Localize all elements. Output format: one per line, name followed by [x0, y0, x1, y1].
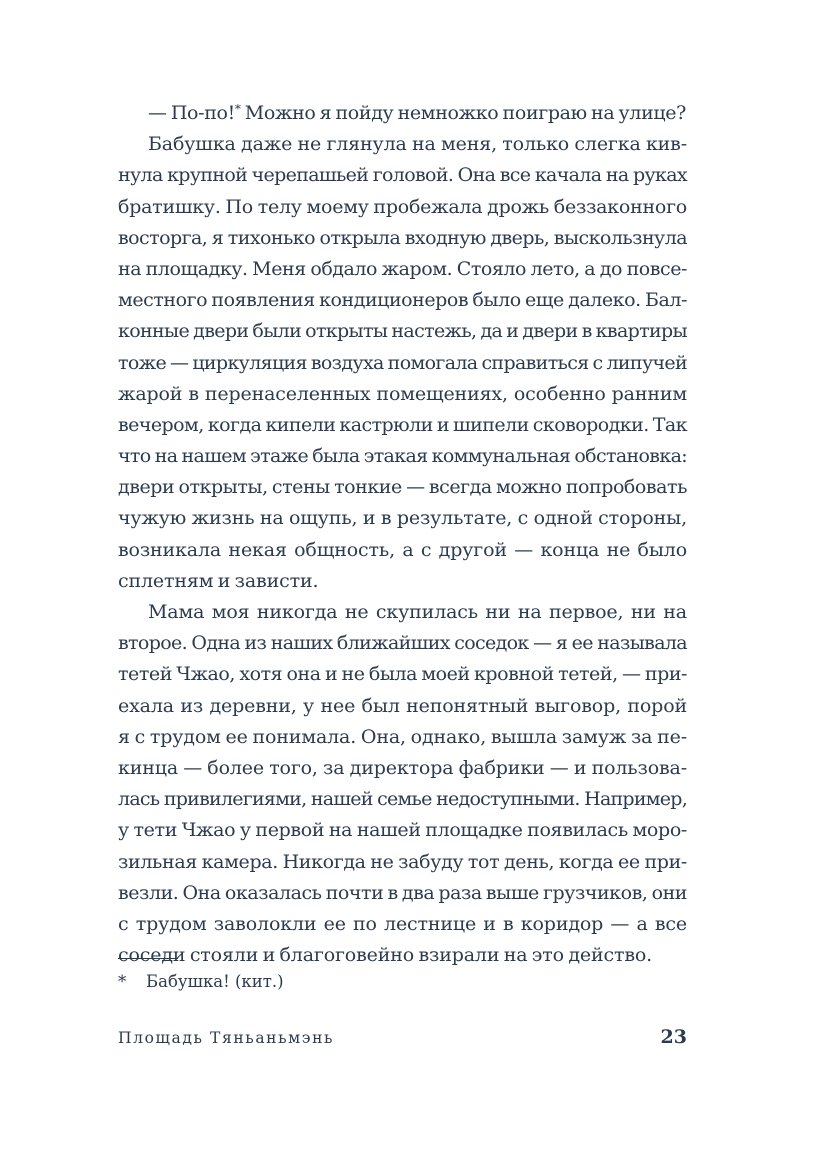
text-line: братишку. По телу моему пробежала дрожь беззаконного — [118, 195, 687, 218]
text-line: конные двери были открыты настежь, да и двери в квартиры — [118, 320, 687, 343]
text-line: зильная камера. Никогда не забуду тот день, когда ее при- — [118, 850, 687, 873]
page-number: 23 — [660, 1026, 687, 1048]
text-line: у тети Чжао у первой на нашей площадке появилась моро- — [118, 819, 687, 842]
text-line: что на нашем этаже была этакая коммунальная обстановка: — [118, 445, 687, 468]
text-line: ехала из деревни, у нее был непонятный выговор, порой — [118, 694, 687, 717]
text-line: лась привилегиями, нашей семье недоступными. Например, — [118, 788, 687, 811]
text-line: восторга, я тихонько открыла входную дверь, выскользнула — [118, 226, 687, 249]
text-line: везли. Она оказалась почти в два раза выше грузчиков, они — [118, 881, 687, 904]
text-line: чужую жизнь на ощупь, и в результате, с одной стороны, — [118, 507, 687, 530]
text-line: соседи стояли и благоговейно взирали на это действо. — [118, 944, 653, 967]
text-line: второе. Одна из наших ближайших соседок — я ее называла — [118, 632, 687, 655]
text-line: сплетням и зависти. — [118, 569, 319, 592]
text-line: тоже — циркуляция воздуха помогала справиться с липучей — [118, 351, 687, 374]
text-line: двери открыты, стены тонкие — всегда можно попробовать — [118, 476, 687, 499]
footnote-mark: * — [118, 972, 127, 991]
text-line: Бабушка даже не глянула на меня, только слегка кив- — [148, 133, 687, 156]
footnote — [118, 970, 284, 994]
text-line: Мама моя никогда не скупилась ни на первое, ни на — [148, 601, 687, 623]
text-line: местного появления кондиционеров было еще далеко. Бал- — [118, 289, 687, 312]
body-text — [118, 98, 687, 971]
text-line: жарой в перенаселенных помещениях, особенно ранним — [118, 382, 687, 405]
text-line: — По-по!* Можно я пойду немножко поиграю на улице? — [148, 102, 686, 124]
text-line: нула крупной черепашьей головой. Она все качала на руках — [118, 164, 687, 187]
running-head: Площадь Тяньаньмэнь — [118, 1029, 335, 1047]
footnote-text: Бабушка! (кит.) — [146, 972, 284, 991]
text-line: кинца — более того, за директора фабрики — и пользова- — [118, 756, 687, 779]
text-line: я с трудом ее понимала. Она, однако, вышла замуж за пе- — [118, 725, 687, 748]
text-line: тетей Чжао, хотя она и не была моей кровной тетей, — при- — [118, 663, 687, 686]
text-line: с трудом заволокли ее по лестнице и в коридор — а все — [118, 912, 687, 935]
text-line: возникала некая общность, а с другой — конца не было — [118, 538, 687, 561]
text-line: на площадку. Меня обдало жаром. Стояло лето, а до повсе- — [118, 257, 687, 280]
text-line: вечером, когда кипели кастрюли и шипели сковородки. Так — [118, 413, 687, 436]
footnote-rule — [118, 958, 178, 959]
